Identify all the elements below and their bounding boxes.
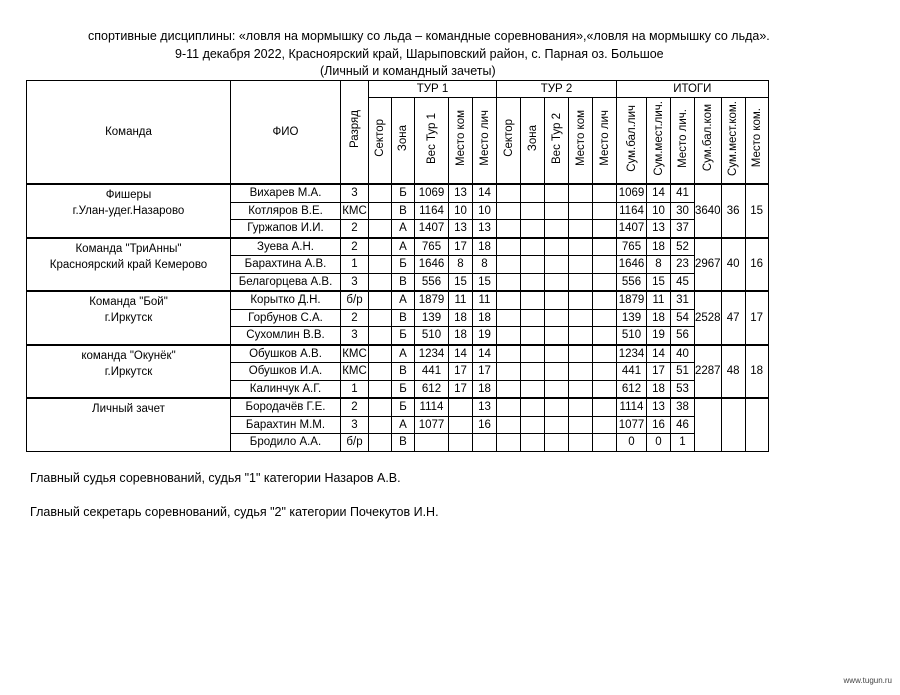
total-sum-places-cell: 18: [647, 309, 671, 327]
table-row: [27, 238, 769, 256]
t2-sector-cell: [497, 380, 521, 398]
total-personal-place-cell: 30: [671, 202, 695, 220]
team-name: команда "Окунёк": [81, 349, 176, 362]
team-city: г.Иркутск: [104, 365, 153, 378]
rank-cell: 2: [341, 309, 369, 327]
t1-personal-place-cell: 19: [473, 327, 497, 345]
t2-weight-cell: [545, 398, 569, 416]
team-place-cell: [745, 398, 768, 451]
t1-personal-place-cell: 10: [473, 202, 497, 220]
t2-weight-cell: [545, 291, 569, 309]
t1-sector-cell: [369, 345, 392, 363]
total-personal-place-cell: 52: [671, 238, 695, 256]
t1-team-place-cell: 15: [449, 273, 473, 291]
team-cell: [27, 398, 231, 451]
t1-team-place-cell: 17: [449, 238, 473, 256]
t2-personal-place-cell: [593, 184, 617, 202]
total-sum-points-cell: 612: [617, 380, 647, 398]
header-t1-col: Зона: [392, 98, 415, 185]
t1-personal-place-cell: 13: [473, 398, 497, 416]
fio-cell: Зуева А.Н.: [231, 238, 341, 256]
total-sum-places-cell: 16: [647, 416, 671, 434]
fio-cell: Обушков А.В.: [231, 345, 341, 363]
total-sum-places-cell: 11: [647, 291, 671, 309]
t2-sector-cell: [497, 416, 521, 434]
t1-zone-cell: А: [392, 220, 415, 238]
t1-weight-cell: 1646: [415, 256, 449, 274]
t2-sector-cell: [497, 291, 521, 309]
t2-team-place-cell: [569, 416, 593, 434]
fio-cell: Сухомлин В.В.: [231, 327, 341, 345]
t2-personal-place-cell: [593, 220, 617, 238]
t2-sector-cell: [497, 434, 521, 452]
t1-sector-cell: [369, 291, 392, 309]
t1-zone-cell: Б: [392, 327, 415, 345]
t2-zone-cell: [521, 202, 545, 220]
t2-weight-cell: [545, 416, 569, 434]
t2-weight-cell: [545, 256, 569, 274]
t1-weight-cell: 1077: [415, 416, 449, 434]
t2-weight-cell: [545, 345, 569, 363]
t1-personal-place-cell: 15: [473, 273, 497, 291]
team-sum-points-cell: 2287: [695, 345, 722, 399]
t1-zone-cell: В: [392, 202, 415, 220]
t2-personal-place-cell: [593, 309, 617, 327]
t1-weight-cell: 1164: [415, 202, 449, 220]
t2-weight-cell: [545, 327, 569, 345]
header-t2-col: Зона: [521, 98, 545, 185]
t1-personal-place-cell: [473, 434, 497, 452]
t2-sector-cell: [497, 184, 521, 202]
t1-team-place-cell: 11: [449, 291, 473, 309]
header-tour1: ТУР 1: [369, 81, 497, 98]
team-sum-places-cell: 47: [721, 291, 745, 345]
t1-sector-cell: [369, 434, 392, 452]
t1-personal-place-cell: 11: [473, 291, 497, 309]
team-cell: [27, 345, 231, 399]
total-personal-place-cell: 53: [671, 380, 695, 398]
rank-cell: 1: [341, 256, 369, 274]
header-t2-col: Сектор: [497, 98, 521, 185]
rank-cell: 2: [341, 220, 369, 238]
header-t2-col: Место лич: [593, 98, 617, 185]
team-name: Команда "ТриАнны": [75, 242, 182, 255]
header-totals-col: Сум.мест.ком.: [721, 98, 745, 185]
t1-weight-cell: 556: [415, 273, 449, 291]
t1-team-place-cell: 8: [449, 256, 473, 274]
team-place-cell: 18: [745, 345, 768, 399]
t1-zone-cell: А: [392, 416, 415, 434]
t1-personal-place-cell: 18: [473, 238, 497, 256]
rank-cell: б/р: [341, 434, 369, 452]
rank-cell: 3: [341, 416, 369, 434]
t2-personal-place-cell: [593, 273, 617, 291]
total-sum-places-cell: 8: [647, 256, 671, 274]
t2-zone-cell: [521, 256, 545, 274]
t2-team-place-cell: [569, 398, 593, 416]
fio-cell: Горбунов С.А.: [231, 309, 341, 327]
total-personal-place-cell: 46: [671, 416, 695, 434]
t1-zone-cell: Б: [392, 398, 415, 416]
t2-personal-place-cell: [593, 416, 617, 434]
t2-personal-place-cell: [593, 380, 617, 398]
total-sum-points-cell: 1114: [617, 398, 647, 416]
total-sum-points-cell: 1164: [617, 202, 647, 220]
t2-sector-cell: [497, 202, 521, 220]
header-totals-col: Место лич.: [671, 98, 695, 185]
t1-sector-cell: [369, 184, 392, 202]
table-row: [27, 398, 769, 416]
t2-weight-cell: [545, 184, 569, 202]
t2-team-place-cell: [569, 291, 593, 309]
t2-personal-place-cell: [593, 345, 617, 363]
t2-zone-cell: [521, 309, 545, 327]
header-totals-col: Сум.бал.ком: [695, 98, 722, 185]
total-personal-place-cell: 54: [671, 309, 695, 327]
header-t1-col: Место лич: [473, 98, 497, 185]
team-city: г.Улан-удег.Назарово: [72, 205, 185, 217]
t1-team-place-cell: [449, 398, 473, 416]
header-t1-col: Вес Тур 1: [415, 98, 449, 185]
total-personal-place-cell: 38: [671, 398, 695, 416]
t2-zone-cell: [521, 273, 545, 291]
rank-cell: 3: [341, 184, 369, 202]
fio-cell: Гуржапов И.И.: [231, 220, 341, 238]
t2-weight-cell: [545, 434, 569, 452]
t1-sector-cell: [369, 327, 392, 345]
t1-sector-cell: [369, 220, 392, 238]
t1-weight-cell: 612: [415, 380, 449, 398]
table-row: [27, 184, 769, 202]
t2-team-place-cell: [569, 345, 593, 363]
fio-cell: Обушков И.А.: [231, 363, 341, 381]
team-name: Команда "Бой": [89, 296, 168, 308]
doc-title-line2: 9-11 декабря 2022, Красноярский край, Шарыповский район, с. Парная оз. Большое: [175, 47, 664, 61]
t2-weight-cell: [545, 238, 569, 256]
t2-team-place-cell: [569, 220, 593, 238]
team-place-cell: 16: [745, 238, 768, 292]
t2-team-place-cell: [569, 309, 593, 327]
t1-team-place-cell: 18: [449, 309, 473, 327]
header-t1-col: Сектор: [369, 98, 392, 185]
t2-weight-cell: [545, 273, 569, 291]
total-sum-points-cell: 139: [617, 309, 647, 327]
t1-team-place-cell: 13: [449, 184, 473, 202]
total-personal-place-cell: 51: [671, 363, 695, 381]
t1-weight-cell: [415, 434, 449, 452]
t1-zone-cell: Б: [392, 256, 415, 274]
total-sum-places-cell: 18: [647, 380, 671, 398]
total-personal-place-cell: 23: [671, 256, 695, 274]
t1-personal-place-cell: 8: [473, 256, 497, 274]
team-cell: [27, 291, 231, 345]
t2-weight-cell: [545, 363, 569, 381]
total-sum-places-cell: 17: [647, 363, 671, 381]
t1-personal-place-cell: 18: [473, 309, 497, 327]
table-row: [27, 345, 769, 363]
t1-weight-cell: 441: [415, 363, 449, 381]
t1-sector-cell: [369, 380, 392, 398]
team-sum-points-cell: 2967: [695, 238, 722, 292]
team-city: Красноярский край Кемерово: [49, 258, 208, 271]
t2-personal-place-cell: [593, 398, 617, 416]
t2-zone-cell: [521, 238, 545, 256]
fio-cell: Корытко Д.Н.: [231, 291, 341, 309]
t2-team-place-cell: [569, 256, 593, 274]
doc-title-line1: спортивные дисциплины: «ловля на мормышку со льда – командные соревнования»,«ловля на мормышку со льда».: [88, 29, 770, 43]
total-sum-points-cell: 765: [617, 238, 647, 256]
t2-zone-cell: [521, 416, 545, 434]
t2-sector-cell: [497, 398, 521, 416]
t2-sector-cell: [497, 309, 521, 327]
t1-sector-cell: [369, 398, 392, 416]
t1-team-place-cell: 17: [449, 363, 473, 381]
total-personal-place-cell: 56: [671, 327, 695, 345]
t1-weight-cell: 510: [415, 327, 449, 345]
total-sum-points-cell: 1069: [617, 184, 647, 202]
t2-sector-cell: [497, 327, 521, 345]
team-sum-points-cell: 3640: [695, 184, 722, 238]
t2-zone-cell: [521, 380, 545, 398]
total-personal-place-cell: 40: [671, 345, 695, 363]
total-personal-place-cell: 37: [671, 220, 695, 238]
results-table: [26, 80, 769, 452]
total-sum-points-cell: 441: [617, 363, 647, 381]
header-totals-col: Место ком.: [745, 98, 768, 185]
t2-sector-cell: [497, 345, 521, 363]
t1-zone-cell: В: [392, 434, 415, 452]
total-sum-points-cell: 1407: [617, 220, 647, 238]
t1-team-place-cell: 17: [449, 380, 473, 398]
header-totals-col: Сум.бал.лич: [617, 98, 647, 185]
t1-team-place-cell: 18: [449, 327, 473, 345]
team-place-cell: 15: [745, 184, 768, 238]
t1-team-place-cell: [449, 434, 473, 452]
t2-zone-cell: [521, 327, 545, 345]
t2-team-place-cell: [569, 273, 593, 291]
fio-cell: Барахтина А.В.: [231, 256, 341, 274]
team-sum-places-cell: 48: [721, 345, 745, 399]
total-sum-places-cell: 14: [647, 184, 671, 202]
team-place-cell: 17: [745, 291, 768, 345]
total-personal-place-cell: 31: [671, 291, 695, 309]
t1-zone-cell: В: [392, 363, 415, 381]
chief-judge-line: Главный судья соревнований, судья "1" категории Назаров А.В.: [30, 471, 401, 485]
team-sum-points-cell: [695, 398, 722, 451]
t1-weight-cell: 765: [415, 238, 449, 256]
header-totals: ИТОГИ: [617, 81, 769, 98]
t2-zone-cell: [521, 398, 545, 416]
t1-zone-cell: Б: [392, 184, 415, 202]
t1-team-place-cell: 14: [449, 345, 473, 363]
t1-sector-cell: [369, 363, 392, 381]
rank-cell: КМС: [341, 345, 369, 363]
rank-cell: 1: [341, 380, 369, 398]
total-sum-points-cell: 0: [617, 434, 647, 452]
total-personal-place-cell: 41: [671, 184, 695, 202]
total-sum-points-cell: 1077: [617, 416, 647, 434]
header-t2-col: Вес Тур 2: [545, 98, 569, 185]
chief-secretary-line: Главный секретарь соревнований, судья "2" категории Почекутов И.Н.: [30, 505, 439, 519]
team-city: г.Иркутск: [104, 312, 153, 324]
t2-team-place-cell: [569, 327, 593, 345]
rank-cell: 2: [341, 398, 369, 416]
t1-team-place-cell: 13: [449, 220, 473, 238]
t2-weight-cell: [545, 220, 569, 238]
t2-personal-place-cell: [593, 327, 617, 345]
t2-sector-cell: [497, 220, 521, 238]
total-sum-points-cell: 510: [617, 327, 647, 345]
team-sum-points-cell: 2528: [695, 291, 722, 345]
t1-personal-place-cell: 13: [473, 220, 497, 238]
t2-sector-cell: [497, 238, 521, 256]
t1-zone-cell: А: [392, 238, 415, 256]
t2-weight-cell: [545, 309, 569, 327]
rank-cell: 3: [341, 327, 369, 345]
t1-personal-place-cell: 17: [473, 363, 497, 381]
total-sum-places-cell: 13: [647, 398, 671, 416]
t1-weight-cell: 139: [415, 309, 449, 327]
t1-sector-cell: [369, 273, 392, 291]
total-sum-points-cell: 556: [617, 273, 647, 291]
t2-personal-place-cell: [593, 434, 617, 452]
t2-sector-cell: [497, 256, 521, 274]
fio-cell: Барахтин М.М.: [231, 416, 341, 434]
fio-cell: Белагорцева А.В.: [231, 273, 341, 291]
watermark: www.tugun.ru: [843, 676, 892, 685]
total-sum-points-cell: 1646: [617, 256, 647, 274]
total-sum-places-cell: 19: [647, 327, 671, 345]
t2-personal-place-cell: [593, 291, 617, 309]
t2-personal-place-cell: [593, 363, 617, 381]
team-cell: [27, 238, 231, 292]
total-personal-place-cell: 45: [671, 273, 695, 291]
t1-team-place-cell: [449, 416, 473, 434]
t1-zone-cell: В: [392, 309, 415, 327]
t2-team-place-cell: [569, 380, 593, 398]
header-t1-col: Место ком: [449, 98, 473, 185]
header-fio: ФИО: [231, 81, 341, 185]
t2-zone-cell: [521, 434, 545, 452]
total-sum-places-cell: 10: [647, 202, 671, 220]
t2-personal-place-cell: [593, 238, 617, 256]
t1-zone-cell: В: [392, 273, 415, 291]
t2-zone-cell: [521, 184, 545, 202]
fio-cell: Калинчук А.Г.: [231, 380, 341, 398]
total-sum-places-cell: 18: [647, 238, 671, 256]
t2-personal-place-cell: [593, 202, 617, 220]
t1-personal-place-cell: 16: [473, 416, 497, 434]
t1-weight-cell: 1879: [415, 291, 449, 309]
team-name: Фишеры: [105, 189, 152, 201]
header-rank: Разряд: [341, 81, 369, 185]
total-sum-points-cell: 1234: [617, 345, 647, 363]
header-tour2: ТУР 2: [497, 81, 617, 98]
t2-weight-cell: [545, 380, 569, 398]
t1-weight-cell: 1069: [415, 184, 449, 202]
fio-cell: Бродило А.А.: [231, 434, 341, 452]
t1-zone-cell: А: [392, 291, 415, 309]
t1-team-place-cell: 10: [449, 202, 473, 220]
t1-personal-place-cell: 14: [473, 184, 497, 202]
rank-cell: 3: [341, 273, 369, 291]
t1-weight-cell: 1234: [415, 345, 449, 363]
doc-title-line3: (Личный и командный зачеты): [320, 64, 496, 78]
t2-sector-cell: [497, 273, 521, 291]
t1-sector-cell: [369, 238, 392, 256]
rank-cell: 2: [341, 238, 369, 256]
t2-sector-cell: [497, 363, 521, 381]
t2-weight-cell: [545, 202, 569, 220]
t2-team-place-cell: [569, 238, 593, 256]
total-sum-places-cell: 15: [647, 273, 671, 291]
fio-cell: Бородачёв Г.Е.: [231, 398, 341, 416]
team-sum-places-cell: [721, 398, 745, 451]
header-totals-col: Сум.мест.лич.: [647, 98, 671, 185]
header-team: Команда: [27, 81, 231, 185]
t2-team-place-cell: [569, 434, 593, 452]
total-sum-places-cell: 14: [647, 345, 671, 363]
t2-zone-cell: [521, 363, 545, 381]
t1-zone-cell: А: [392, 345, 415, 363]
t2-zone-cell: [521, 345, 545, 363]
fio-cell: Котляров В.Е.: [231, 202, 341, 220]
total-sum-points-cell: 1879: [617, 291, 647, 309]
total-sum-places-cell: 0: [647, 434, 671, 452]
total-personal-place-cell: 1: [671, 434, 695, 452]
t1-weight-cell: 1407: [415, 220, 449, 238]
rank-cell: КМС: [341, 363, 369, 381]
team-sum-places-cell: 40: [721, 238, 745, 292]
team-name: Личный зачет: [92, 403, 165, 415]
t2-personal-place-cell: [593, 256, 617, 274]
t1-personal-place-cell: 18: [473, 380, 497, 398]
team-cell: [27, 184, 231, 238]
t1-sector-cell: [369, 256, 392, 274]
t1-sector-cell: [369, 416, 392, 434]
table-row: [27, 291, 769, 309]
t1-sector-cell: [369, 202, 392, 220]
t1-sector-cell: [369, 309, 392, 327]
rank-cell: б/р: [341, 291, 369, 309]
fio-cell: Вихарев М.А.: [231, 184, 341, 202]
total-sum-places-cell: 13: [647, 220, 671, 238]
t1-zone-cell: Б: [392, 380, 415, 398]
t2-zone-cell: [521, 291, 545, 309]
t2-team-place-cell: [569, 202, 593, 220]
t1-personal-place-cell: 14: [473, 345, 497, 363]
header-t2-col: Место ком: [569, 98, 593, 185]
t2-team-place-cell: [569, 184, 593, 202]
t2-zone-cell: [521, 220, 545, 238]
t2-team-place-cell: [569, 363, 593, 381]
team-sum-places-cell: 36: [721, 184, 745, 238]
rank-cell: КМС: [341, 202, 369, 220]
t1-weight-cell: 1114: [415, 398, 449, 416]
